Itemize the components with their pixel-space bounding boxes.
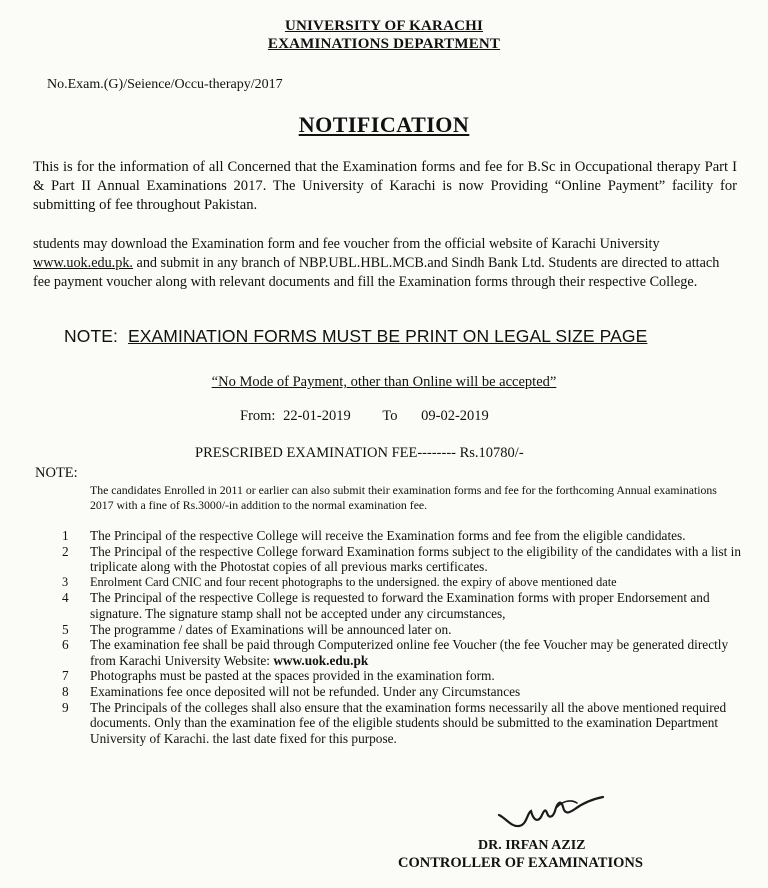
item-number: 9 bbox=[62, 699, 69, 715]
payment-mode-note: “No Mode of Payment, other than Online will be accepted” bbox=[211, 374, 557, 390]
to-date: 09-02-2019 bbox=[421, 408, 489, 424]
fee-voucher-website[interactable]: www.uok.edu.pk bbox=[273, 652, 369, 668]
from-label: From: bbox=[240, 408, 276, 424]
university-name: UNIVERSITY OF KARACHI bbox=[284, 18, 484, 34]
list-item bbox=[30, 668, 750, 684]
item-number: 6 bbox=[62, 637, 69, 653]
list-item bbox=[30, 528, 750, 544]
item-number: 8 bbox=[62, 683, 69, 699]
date-range bbox=[240, 408, 489, 425]
item-text: The programme / dates of Examinations will be announced later on. bbox=[90, 621, 452, 637]
to-label: To bbox=[382, 408, 398, 424]
item-text: The Principal of the respective College will receive the Examination forms and fee from the eligible candidates. bbox=[90, 528, 686, 543]
item-number: 5 bbox=[62, 621, 69, 637]
legal-note-text: EXAMINATION FORMS MUST BE PRINT ON LEGAL SIZE PAGE bbox=[127, 326, 648, 346]
list-item bbox=[30, 622, 750, 638]
prescribed-fee: PRESCRIBED EXAMINATION FEE-------- Rs.10780/- bbox=[195, 445, 524, 461]
list-item bbox=[30, 637, 750, 668]
item-text: Photographs must be pasted at the spaces provided in the examination form. bbox=[90, 668, 495, 684]
page-title: NOTIFICATION bbox=[298, 112, 470, 137]
item-text: The Principal of the respective College forward Examination forms subject to the eligibility of the candidates with a list in triplicate along with the Photostat copies of all previous marks certificates. bbox=[90, 543, 742, 575]
intro-paragraph: This is for the information of all Concerned that the Examination forms and fee for B.Sc in Occupational therapy Part I & Part II Annual Examinations 2017. The University of Karachi is now Providing “Online Payment” facility for submitting of fee throughout Pakistan. bbox=[33, 159, 737, 213]
download-text-before: students may download the Examination form and fee voucher from the official website of Karachi University bbox=[33, 236, 660, 252]
department-name: EXAMINATIONS DEPARTMENT bbox=[267, 36, 501, 52]
signatory-name: DR. IRFAN AZIZ bbox=[478, 838, 586, 853]
uok-website-link[interactable]: www.uok.edu.pk. bbox=[33, 255, 133, 271]
list-item bbox=[30, 544, 750, 575]
legal-size-note bbox=[64, 326, 647, 347]
signatory-title: CONTROLLER OF EXAMINATIONS bbox=[398, 855, 643, 871]
from-date: 22-01-2019 bbox=[283, 408, 351, 424]
late-enrollment-note: The candidates Enrolled in 2011 or earlier can also submit their examination forms and fee for the forthcoming Annual examinations 2017 with a fine of Rs.3000/-in addition to the normal examination fee. bbox=[90, 483, 717, 512]
handwritten-signature bbox=[497, 793, 607, 840]
item-text: The examination fee shall be paid through Computerized online fee Voucher (the fee Voucher may be generated directly from Karachi University Website: bbox=[90, 637, 729, 668]
legal-note-label: NOTE: bbox=[64, 326, 118, 346]
item-number: 7 bbox=[62, 668, 69, 684]
list-item bbox=[30, 590, 750, 621]
instructions-list bbox=[30, 528, 750, 746]
item-number: 4 bbox=[62, 590, 69, 606]
list-item bbox=[30, 575, 750, 591]
item-number: 1 bbox=[62, 528, 69, 543]
item-number: 2 bbox=[62, 543, 69, 559]
download-text-after: and submit in any branch of NBP.UBL.HBL.MCB.and Sindh Bank Ltd. Students are directed to attach fee payment voucher along with relevant documents and fill the Examination forms through their respective College. bbox=[33, 255, 720, 290]
reference-number: No.Exam.(G)/Seience/Occu-therapy/2017 bbox=[47, 77, 283, 92]
list-item bbox=[30, 700, 750, 747]
list-item bbox=[30, 684, 750, 700]
item-text: Enrolment Card CNIC and four recent photographs to the undersigned. the expiry of above mentioned date bbox=[90, 574, 617, 589]
item-number: 3 bbox=[62, 574, 69, 589]
item-text: The Principals of the colleges shall also ensure that the examination forms necessarily all the above mentioned required documents. Only than the examination fee of the eligible students should be submitted to the examination Department University of Karachi. the last date fixed for this purpose. bbox=[90, 699, 727, 746]
note-label: NOTE: bbox=[35, 465, 78, 481]
item-text: The Principal of the respective College is requested to forward the Examination forms with proper Endorsement and signature. The signature stamp shall not be accepted under any circumstances, bbox=[90, 590, 710, 621]
item-text: Examinations fee once deposited will not be refunded. Under any Circumstances bbox=[90, 683, 521, 699]
download-paragraph bbox=[33, 235, 733, 292]
